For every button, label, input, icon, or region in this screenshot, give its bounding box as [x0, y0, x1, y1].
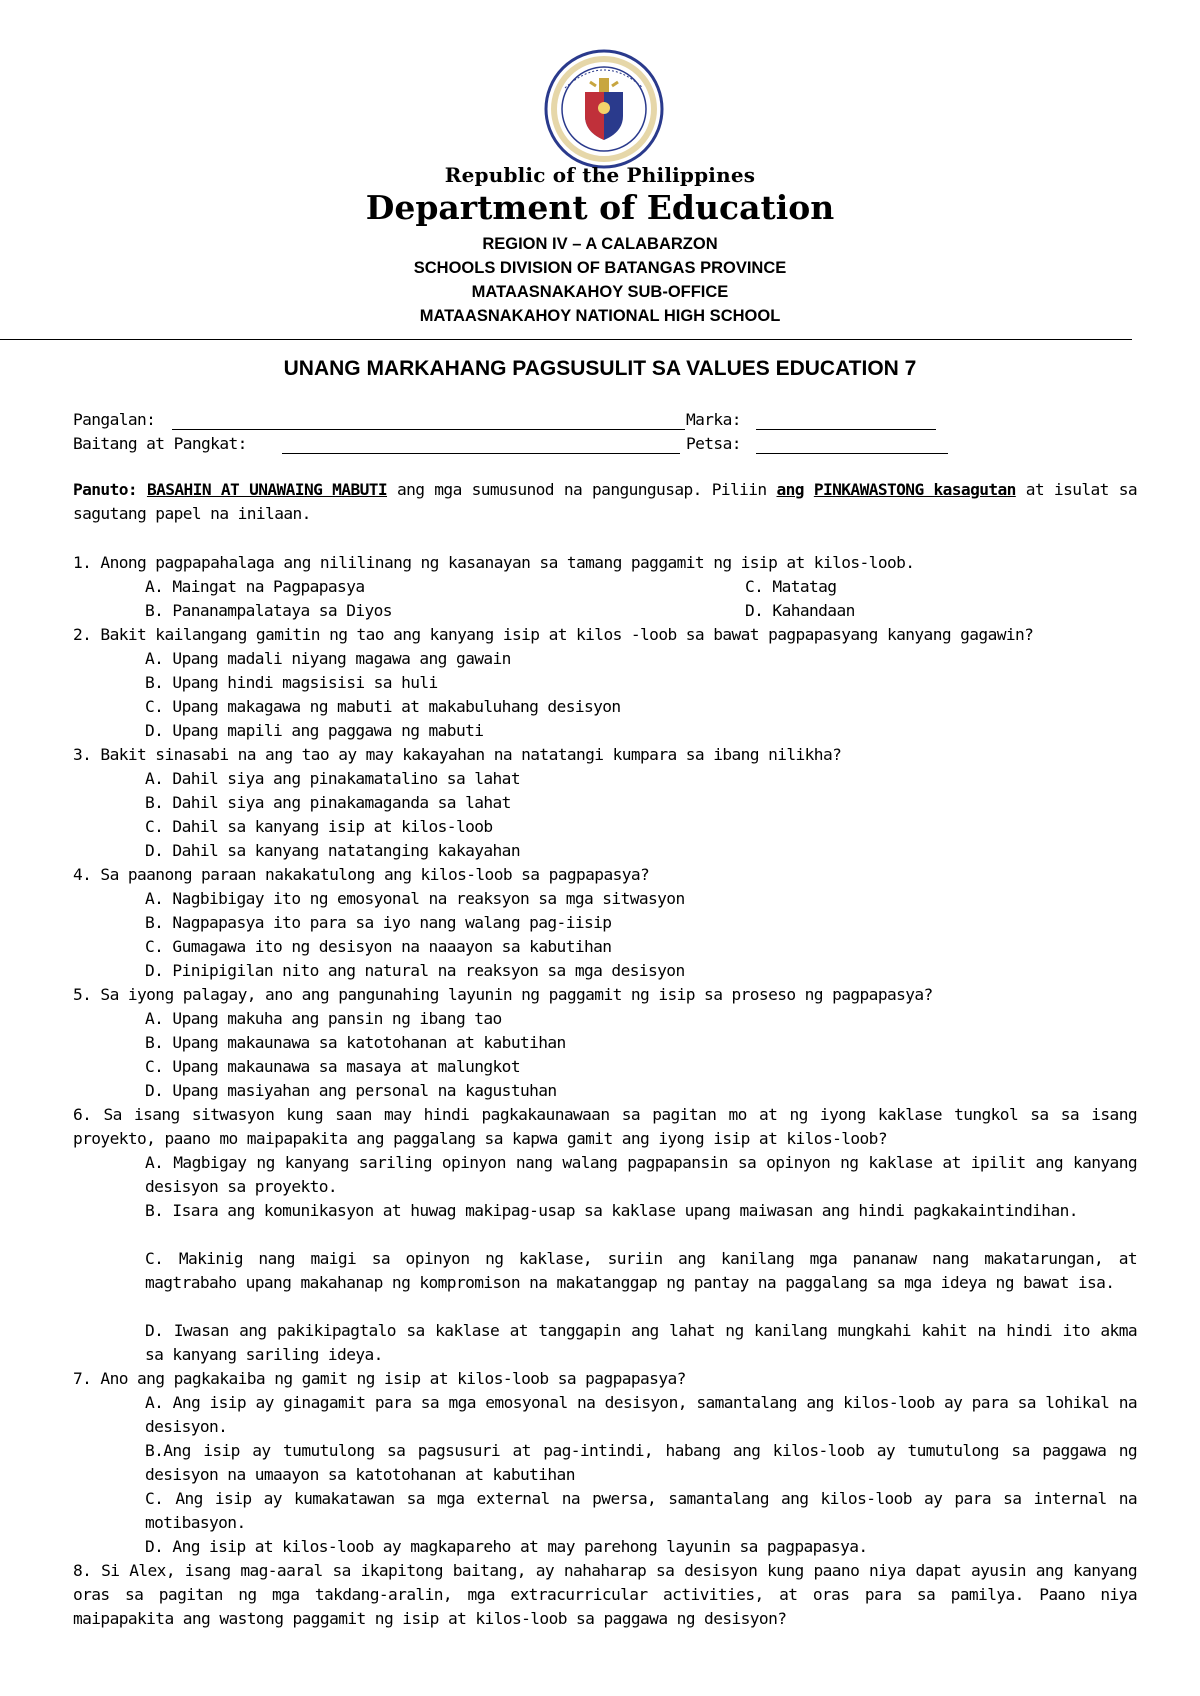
score-blank[interactable]: [756, 429, 936, 430]
q5-option-c[interactable]: C. Upang makaunawa sa masaya at malungkot: [145, 1057, 520, 1076]
grade-section-blank[interactable]: [282, 453, 680, 454]
region-line: REGION IV – A CALABARZON: [482, 235, 718, 253]
question-5: 5. Sa iyong palagay, ano ang pangunahing layunin ng paggamit ng isip sa proseso ng pagpapasya?: [73, 985, 933, 1004]
instructions: [73, 478, 1137, 526]
q1-option-d[interactable]: D. Kahandaan: [745, 601, 855, 620]
instructions-text-1: ang mga sumusunod na pangungusap. Piliin: [387, 480, 777, 499]
q2-option-d[interactable]: D. Upang mapili ang paggawa ng mabuti: [145, 721, 484, 740]
q5-option-a[interactable]: A. Upang makuha ang pansin ng ibang tao: [145, 1009, 502, 1028]
score-label: Marka:: [686, 410, 741, 429]
q1-option-c[interactable]: C. Matatag: [745, 577, 837, 596]
q5-option-d[interactable]: D. Upang masiyahan ang personal na kagustuhan: [145, 1081, 557, 1100]
instructions-label: Panuto:: [73, 480, 138, 499]
q4-option-c[interactable]: C. Gumagawa ito ng desisyon na naaayon sa kabutihan: [145, 937, 612, 956]
q1-option-a[interactable]: A. Maingat na Pagpapasya: [145, 577, 365, 596]
question-6: 6. Sa isang sitwasyon kung saan may hindi pagkakaunawaan sa pagitan mo at ng iyong kaklase tungkol sa sa isang proyekto, paano mo maipapakita ang paggalang sa kapwa gamit ang iyong isip at kilos-loob?: [73, 1105, 1137, 1148]
q3-option-a[interactable]: A. Dahil siya ang pinakamatalino sa lahat: [145, 769, 520, 788]
exam-title: UNANG MARKAHANG PAGSUSULIT SA VALUES EDUCATION 7: [283, 357, 917, 380]
grade-section-label: Baitang at Pangkat:: [73, 434, 247, 453]
instructions-emphasis-answer: PINKAWASTONG kasagutan: [813, 480, 1016, 499]
q6-option-b[interactable]: B. Isara ang komunikasyon at huwag makipag-usap sa kaklase upang maiwasan ang hindi pagkakaintindihan.: [145, 1201, 1078, 1220]
q1-option-b[interactable]: B. Pananampalataya sa Diyos: [145, 601, 392, 620]
department-heading: Department of Education: [365, 188, 835, 227]
division-line: SCHOOLS DIVISION OF BATANGAS PROVINCE: [413, 259, 787, 277]
q7-option-c[interactable]: C. Ang isip ay kumakatawan sa mga external na pwersa, samantalang ang kilos-loob ay para sa internal na motibasyon.: [145, 1489, 1137, 1532]
q3-option-b[interactable]: B. Dahil siya ang pinakamaganda sa lahat: [145, 793, 511, 812]
question-7: 7. Ano ang pagkakaiba ng gamit ng isip at kilos-loob sa pagpapasya?: [73, 1369, 686, 1388]
q2-option-c[interactable]: C. Upang makagawa ng mabuti at makabuluhang desisyon: [145, 697, 621, 716]
name-blank[interactable]: [172, 429, 685, 430]
question-1: 1. Anong pagpapahalaga ang nililinang ng kasanayan sa tamang paggamit ng isip at kilos-loob.: [73, 553, 915, 572]
instructions-emphasis-ang: ang: [776, 480, 804, 499]
republic-heading: Republic of the Philippines: [444, 163, 756, 187]
instructions-emphasis-read: BASAHIN AT UNAWAING MABUTI: [146, 480, 388, 499]
q3-option-d[interactable]: D. Dahil sa kanyang natatanging kakayahan: [145, 841, 520, 860]
question-2: 2. Bakit kailangang gamitin ng tao ang kanyang isip at kilos -loob sa bawat pagpapasyang kanyang gagawin?: [73, 625, 1034, 644]
q6-option-c[interactable]: C. Makinig nang maigi sa opinyon ng kaklase, suriin ang kanilang mga pananaw nang makatarungan, at magtrabaho upang makahanap ng kompromison na makatanggap ng pantay na paggalang sa mga ideya ng bawat isa.: [145, 1249, 1137, 1292]
q6-option-d[interactable]: D. Iwasan ang pakikipagtalo sa kaklase at tanggapin ang lahat ng kanilang mungkahi kahit na hindi ito akma sa kanyang sariling ideya.: [145, 1321, 1137, 1364]
q6-option-a[interactable]: A. Magbigay ng kanyang sariling opinyon nang walang pagpapansin sa opinyon ng kaklase at ipilit ang kanyang desisyon sa proyekto.: [145, 1153, 1137, 1196]
deped-seal-icon: [543, 48, 665, 170]
question-8: 8. Si Alex, isang mag-aaral sa ikapitong baitang, ay nahaharap sa desisyon kung paano niya dapat ayusin ang kanyang oras sa pagitan ng mga takdang-aralin, mga extracurricular activities, at oras para sa pamilya. Paano niya maipapakita ang wastong paggamit ng isip at kilos-loob sa paggawa ng desisyon?: [73, 1561, 1137, 1628]
q5-option-b[interactable]: B. Upang makaunawa sa katotohanan at kabutihan: [145, 1033, 566, 1052]
q4-option-a[interactable]: A. Nagbibigay ito ng emosyonal na reaksyon sa mga sitwasyon: [145, 889, 685, 908]
q7-option-d[interactable]: D. Ang isip at kilos-loob ay magkapareho at may parehong layunin sa pagpapasya.: [145, 1537, 868, 1556]
q7-option-a[interactable]: A. Ang isip ay ginagamit para sa mga emosyonal na desisyon, samantalang ang kilos-loob ay para sa lohikal na desisyon.: [145, 1393, 1137, 1436]
q3-option-c[interactable]: C. Dahil sa kanyang isip at kilos-loob: [145, 817, 493, 836]
school-line: MATAASNAKAHOY NATIONAL HIGH SCHOOL: [419, 307, 781, 325]
q2-option-a[interactable]: A. Upang madali niyang magawa ang gawain: [145, 649, 511, 668]
suboffice-line: MATAASNAKAHOY SUB-OFFICE: [471, 283, 729, 301]
q2-option-b[interactable]: B. Upang hindi magsisisi sa huli: [145, 673, 438, 692]
name-label: Pangalan:: [73, 410, 156, 429]
header-divider: [0, 339, 1132, 340]
question-4: 4. Sa paanong paraan nakakatulong ang kilos-loob sa pagpapasya?: [73, 865, 650, 884]
q4-option-b[interactable]: B. Nagpapasya ito para sa iyo nang walang pag-iisip: [145, 913, 612, 932]
q4-option-d[interactable]: D. Pinipigilan nito ang natural na reaksyon sa mga desisyon: [145, 961, 685, 980]
date-blank[interactable]: [756, 453, 948, 454]
instructions-text-2: at isulat sa sagutang papel na inilaan.: [73, 480, 1137, 523]
date-label: Petsa:: [686, 434, 741, 453]
q7-option-b[interactable]: B.Ang isip ay tumutulong sa pagsusuri at pag-intindi, habang ang kilos-loob ay tumutulong sa paggawa ng desisyon na umaayon sa katotohanan at kabutihan: [145, 1441, 1137, 1484]
question-3: 3. Bakit sinasabi na ang tao ay may kakayahan na natatangi kumpara sa ibang nilikha?: [73, 745, 842, 764]
